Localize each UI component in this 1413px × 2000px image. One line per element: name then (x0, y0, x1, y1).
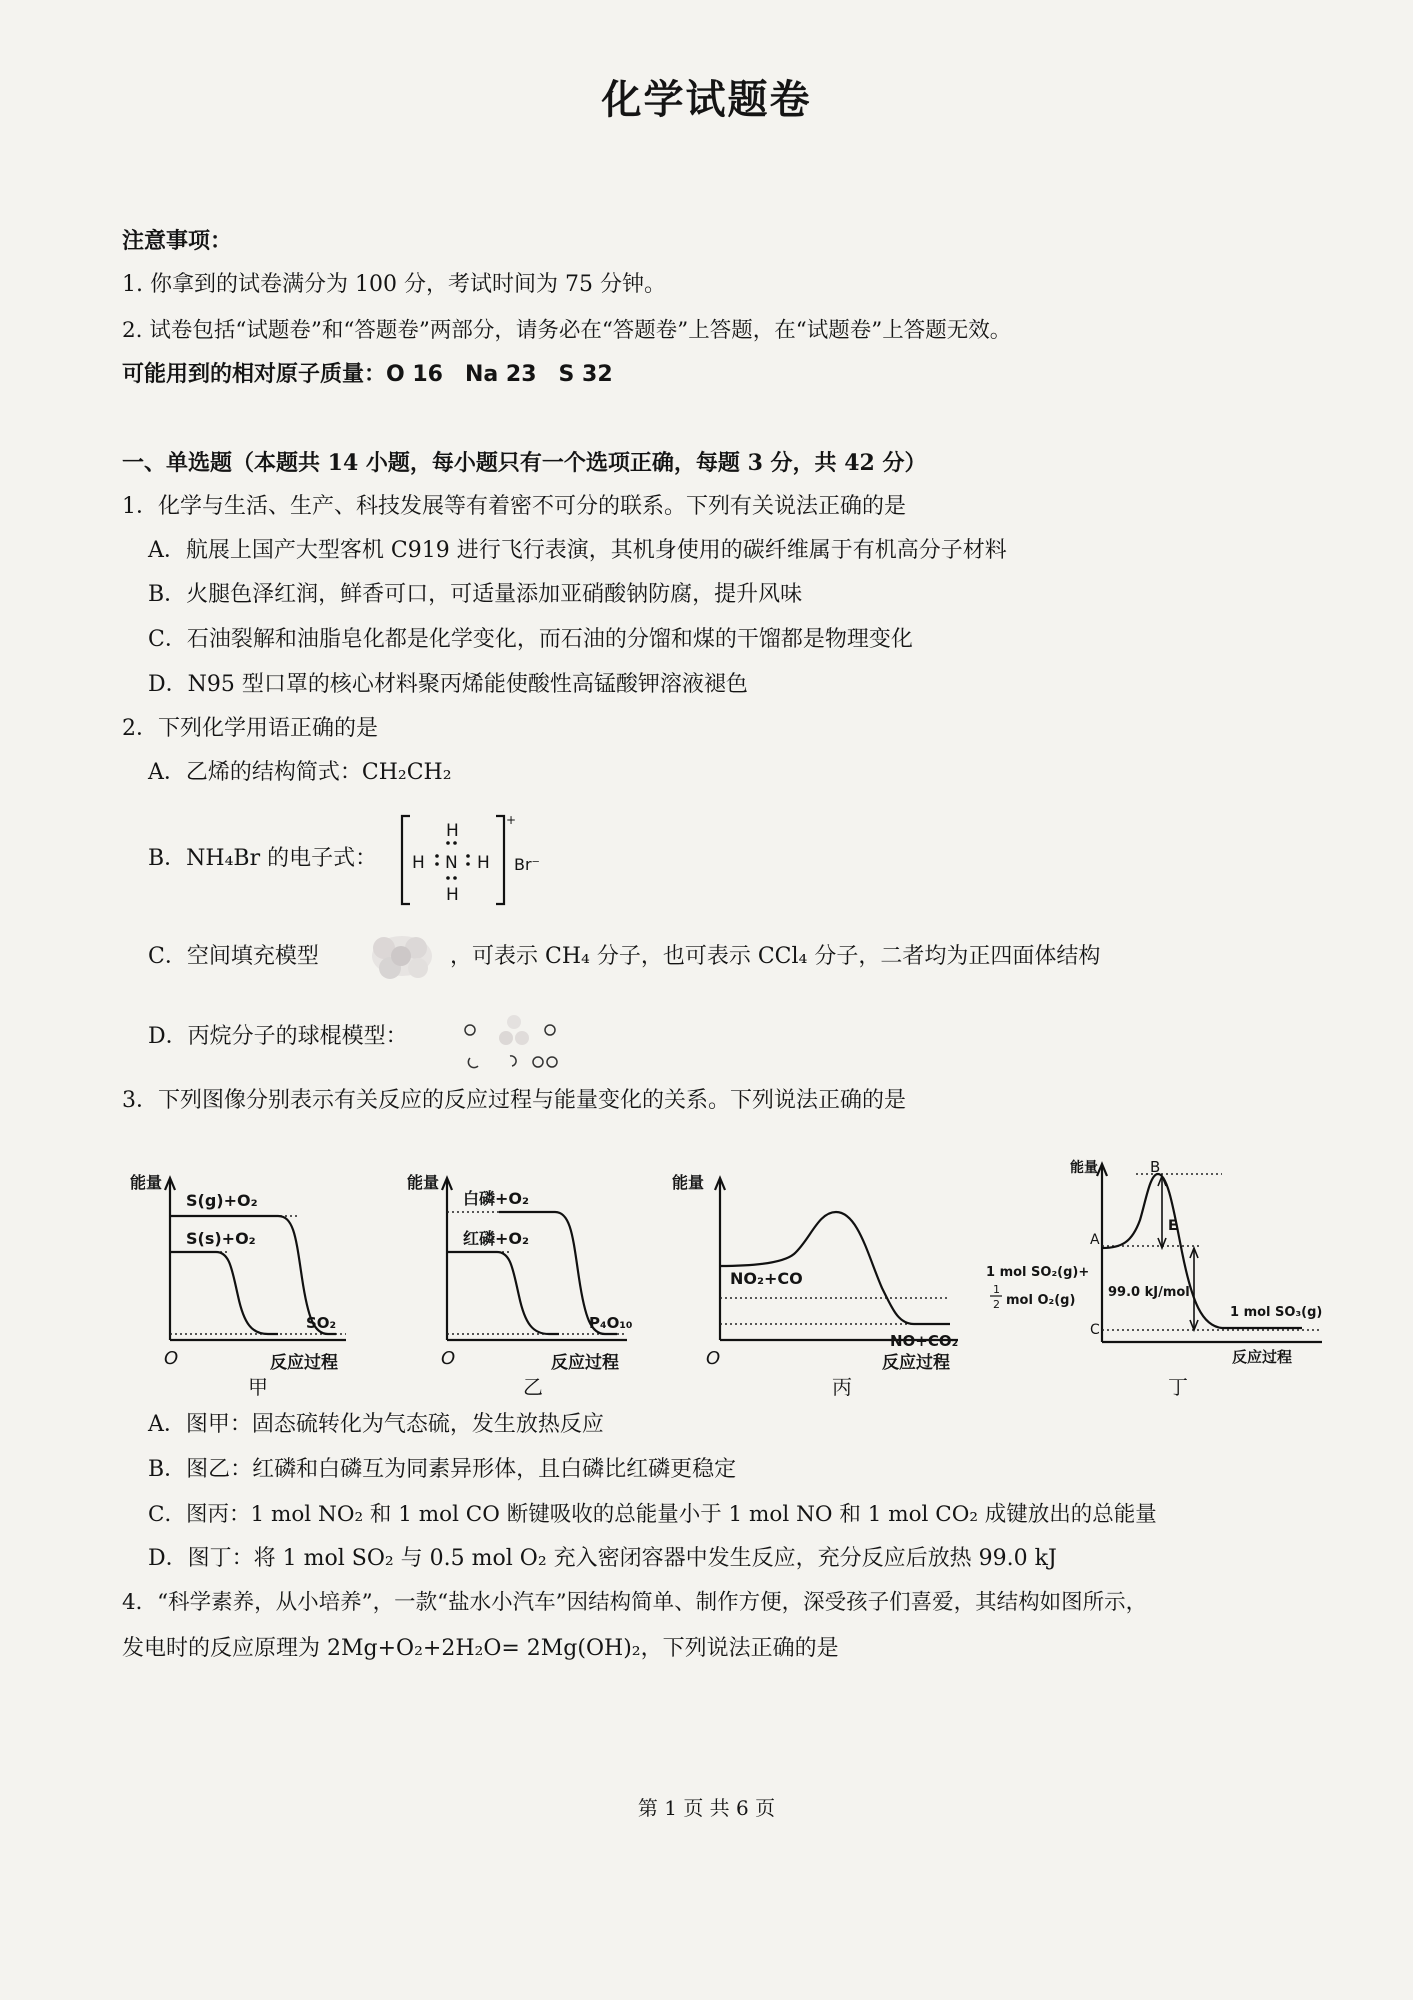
ding-half-numerator: 1 (993, 1283, 1000, 1296)
ding-product-label: 1 mol SO₃(g) (1230, 1305, 1323, 1320)
jia-xlabel: 反应过程 (270, 1353, 338, 1373)
section-heading: 一、单选题（本题共 14 小题，每小题只有一个选项正确，每题 3 分，共 42 分） (122, 450, 927, 476)
q3-option-c: C．图丙：1 mol NO₂ 和 1 mol CO 断键吸收的总能量小于 1 mol NO 和 1 mol CO₂ 成键放出的总能量 (148, 1502, 1157, 1527)
yi-xlabel: 反应过程 (551, 1353, 619, 1373)
ding-caption: 丁 (1168, 1375, 1188, 1399)
ding-ylabel: 能量 (1070, 1160, 1098, 1176)
q3-stem: 3．下列图像分别表示有关反应的反应过程与能量变化的关系。下列说法正确的是 (122, 1088, 906, 1113)
q2-stem: 2．下列化学用语正确的是 (122, 716, 378, 741)
ding-xlabel: 反应过程 (1232, 1348, 1293, 1366)
nh4-h-top: H (446, 821, 459, 841)
ding-reactant-label-2: mol O₂(g) (1006, 1293, 1076, 1308)
nh4-h-right: H (477, 853, 490, 873)
yi-white-p-label: 白磷+O₂ (463, 1189, 530, 1208)
nh4br-electron-formula (398, 812, 548, 912)
q1-option-a: A．航展上国产大型客机 C919 进行飞行表演，其机身使用的碳纤维属于有机高分子材料 (148, 538, 1007, 563)
bing-caption: 丙 (832, 1375, 852, 1398)
notice-item-1: 1. 你拿到的试卷满分为 100 分，考试时间为 75 分钟。 (122, 272, 666, 297)
page-title: 化学试题卷 (601, 77, 812, 123)
bing-product-label: NO+CO₂ (890, 1332, 959, 1350)
nh4-charge: + (506, 813, 517, 827)
q2-option-c-pre: C．空间填充模型 (148, 944, 319, 969)
bing-reactant-label: NO₂+CO (730, 1269, 803, 1288)
q3-option-b: B．图乙：红磷和白磷互为同素异形体，且白磷比红磷更稳定 (148, 1457, 737, 1482)
figure-bing (670, 1168, 970, 1398)
ding-half-denominator: 2 (993, 1298, 1000, 1311)
jia-ss-label: S(s)+O₂ (186, 1229, 256, 1248)
space-filling-model-image (356, 924, 448, 986)
q2-option-c-post: ，可表示 CH₄ 分子，也可表示 CCl₄ 分子，二者均为正四面体结构 (450, 944, 1101, 969)
q1-option-d: D．N95 型口罩的核心材料聚丙烯能使酸性高锰酸钾溶液褪色 (148, 672, 748, 697)
q3-option-d: D．图丁：将 1 mol SO₂ 与 0.5 mol O₂ 充入密闭容器中发生反应，充分反应后放热 99.0 kJ (148, 1546, 1057, 1571)
ding-dh-label: 99.0 kJ/mol (1108, 1285, 1190, 1300)
jia-origin: O (164, 1348, 179, 1369)
yi-p4o10-label: P₄O₁₀ (589, 1314, 633, 1332)
page-footer: 第 1 页 共 6 页 (637, 1796, 776, 1820)
yi-caption: 乙 (523, 1375, 543, 1398)
ding-e-label: E (1168, 1218, 1178, 1234)
jia-ylabel: 能量 (130, 1173, 163, 1192)
q1-stem: 1．化学与生活、生产、科技发展等有着密不可分的联系。下列有关说法正确的是 (122, 494, 906, 519)
q2-option-a: A．乙烯的结构简式：CH₂CH₂ (148, 760, 452, 785)
propane-ball-stick-model-image (458, 1014, 568, 1078)
notice-heading: 注意事项： (122, 228, 233, 254)
bing-xlabel: 反应过程 (882, 1353, 950, 1373)
ding-point-c: C (1090, 1322, 1100, 1338)
q1-option-c: C．石油裂解和油脂皂化都是化学变化，而石油的分馏和煤的干馏都是物理变化 (148, 627, 913, 652)
notice-item-2: 2. 试卷包括“试题卷”和“答题卷”两部分，请务必在“答题卷”上答题，在“试题卷”上答题无效。 (122, 318, 1012, 343)
nh4-h-left: H (412, 853, 425, 873)
jia-caption: 甲 (248, 1375, 268, 1398)
bromide-ion: Br⁻ (514, 855, 540, 874)
bing-ylabel: 能量 (672, 1173, 705, 1192)
figure-yi (405, 1168, 650, 1398)
jia-sg-label: S(g)+O₂ (186, 1191, 258, 1210)
nh4-n: N (445, 853, 458, 873)
q2-option-d: D．丙烷分子的球棍模型： (148, 1024, 408, 1049)
q4-stem-line1: 4．“科学素养，从小培养”，一款“盐水小汽车”因结构简单、制作方便，深受孩子们喜爱，其结构如图所示， (122, 1590, 1148, 1615)
ding-point-b: B (1150, 1158, 1161, 1176)
jia-so2-label: SO₂ (306, 1314, 337, 1332)
q1-option-b: B．火腿色泽红润，鲜香可口，可适量添加亚硝酸钠防腐，提升风味 (148, 582, 803, 607)
yi-ylabel: 能量 (407, 1173, 440, 1192)
bing-origin: O (706, 1348, 721, 1369)
nh4-h-bottom: H (446, 885, 459, 905)
q2-option-b: B．NH₄Br 的电子式： (148, 846, 378, 871)
yi-origin: O (441, 1348, 456, 1369)
q4-stem-line2: 发电时的反应原理为 2Mg+O₂+2H₂O= 2Mg(OH)₂，下列说法正确的是 (122, 1636, 839, 1661)
ding-point-a: A (1090, 1232, 1100, 1248)
atomic-masses: 可能用到的相对原子质量：O 16 Na 23 S 32 (122, 362, 613, 387)
figure-ding (986, 1152, 1346, 1402)
yi-red-p-label: 红磷+O₂ (463, 1229, 530, 1248)
ding-reactant-label: 1 mol SO₂(g)+ (986, 1265, 1090, 1280)
q3-option-a: A．图甲：固态硫转化为气态硫，发生放热反应 (148, 1412, 604, 1437)
figure-jia (128, 1168, 368, 1398)
